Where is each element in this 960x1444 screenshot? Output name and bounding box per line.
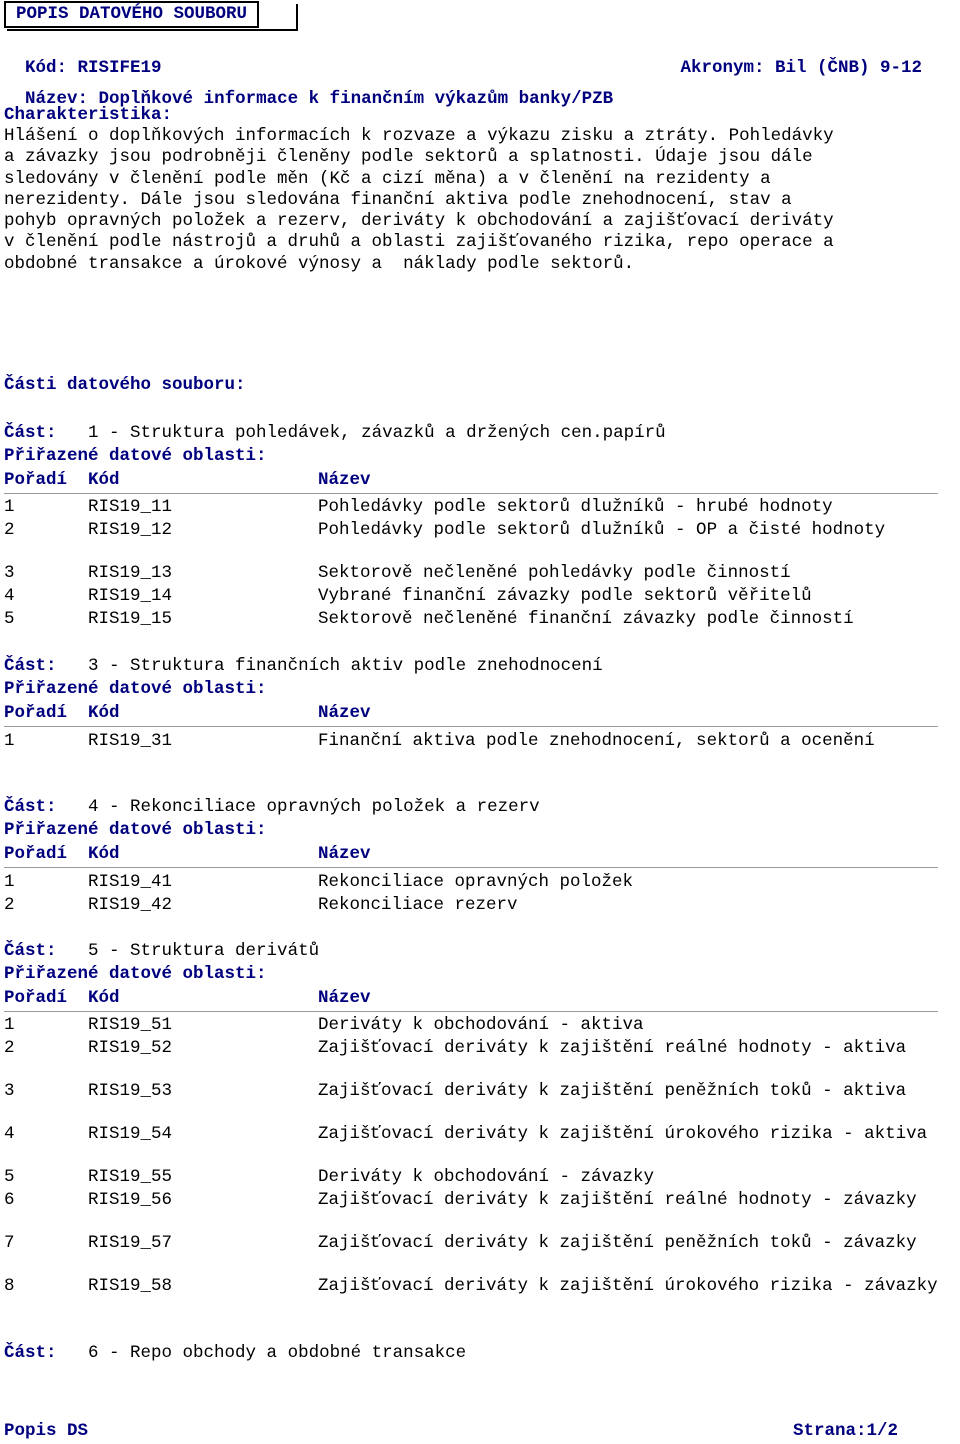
row-code: RIS19_14: [88, 586, 173, 606]
row-name: Pohledávky podle sektorů dlužníků - OP a čisté hodnoty: [318, 520, 886, 540]
row-name: Deriváty k obchodování - závazky: [318, 1167, 655, 1187]
part-label: Část:: [4, 1343, 57, 1363]
characteristics-text: [4, 126, 960, 275]
table-header: [4, 988, 938, 1012]
row-code: RIS19_11: [88, 497, 173, 517]
row-code: RIS19_51: [88, 1015, 173, 1035]
row-name: Zajišťovací deriváty k zajištění úrokového rizika - aktiva: [318, 1124, 928, 1144]
part-title: 3 - Struktura finančních aktiv podle znehodnocení: [88, 656, 603, 676]
assigned-areas-label: Přiřazené datové oblasti:: [4, 679, 267, 699]
footer-left: Popis DS: [4, 1421, 89, 1441]
row-order: 1: [4, 731, 15, 751]
table-header: [4, 470, 938, 494]
characteristics-line: obdobné transakce a úrokové výnosy a náklady podle sektorů.: [4, 253, 635, 274]
row-name: Zajišťovací deriváty k zajištění peněžních toků - aktiva: [318, 1081, 907, 1101]
name-label: Název:: [25, 89, 89, 110]
row-order: 6: [4, 1190, 15, 1210]
row-order: 4: [4, 1124, 15, 1144]
part-title: 5 - Struktura derivátů: [88, 941, 320, 961]
characteristics-line: nerezidenty. Dále jsou sledována finanční aktiva podle znehodnocení, stav a: [4, 189, 792, 210]
row-order: 2: [4, 520, 15, 540]
parts-label: Části datového souboru:: [4, 375, 246, 395]
row-name: Zajišťovací deriváty k zajištění reálné hodnoty - závazky: [318, 1190, 917, 1210]
characteristics-line: pohyb opravných položek a rezerv, deriváty k obchodování a zajišťovací deriváty: [4, 211, 834, 232]
part-label: Část:: [4, 797, 57, 817]
col-code-header: Kód: [88, 703, 120, 723]
col-order-header: Pořadí: [4, 703, 68, 723]
part-heading: [4, 656, 603, 677]
row-name: Sektorově nečleněné pohledávky podle činností: [318, 563, 791, 583]
table-header: [4, 844, 938, 868]
row-name: Rekonciliace opravných položek: [318, 872, 634, 892]
characteristics-line: sledovány v členění podle měn (Kč a cizí měna) a v členění na rezidenty a: [4, 168, 771, 189]
row-order: 2: [4, 895, 15, 915]
name-value: Doplňkové informace k finančním výkazům banky/PZB: [98, 89, 614, 110]
acronym-row: [659, 37, 922, 80]
col-code-header: Kód: [88, 988, 120, 1008]
row-order: 3: [4, 1081, 15, 1101]
row-name: Vybrané finanční závazky podle sektorů věřitelů: [318, 586, 812, 606]
row-name: Zajišťovací deriváty k zajištění reálné hodnoty - aktiva: [318, 1038, 907, 1058]
col-order-header: Pořadí: [4, 988, 68, 1008]
row-name: Rekonciliace rezerv: [318, 895, 518, 915]
row-name: Pohledávky podle sektorů dlužníků - hrubé hodnoty: [318, 497, 833, 517]
row-order: 8: [4, 1276, 15, 1296]
col-name-header: Název: [318, 703, 371, 723]
row-name: Sektorově nečleněné finanční závazky podle činností: [318, 609, 854, 629]
row-order: 5: [4, 609, 15, 629]
part-heading: [4, 423, 666, 444]
part-label: Část:: [4, 423, 57, 443]
row-code: RIS19_58: [88, 1276, 173, 1296]
col-name-header: Název: [318, 844, 371, 864]
row-order: 1: [4, 872, 15, 892]
row-code: RIS19_54: [88, 1124, 173, 1144]
col-order-header: Pořadí: [4, 844, 68, 864]
col-name-header: Název: [318, 988, 371, 1008]
footer-right: Strana:1/2: [792, 1421, 898, 1441]
characteristics-line: Hlášení o doplňkových informacích k rozvaze a výkazu zisku a ztráty. Pohledávky: [4, 126, 834, 146]
characteristics-label: Charakteristika:: [4, 105, 173, 125]
row-name: Finanční aktiva podle znehodnocení, sektorů a ocenění: [318, 731, 875, 751]
row-name: Zajišťovací deriváty k zajištění peněžních toků - závazky: [318, 1233, 917, 1253]
col-code-header: Kód: [88, 470, 120, 490]
col-code-header: Kód: [88, 844, 120, 864]
row-code: RIS19_52: [88, 1038, 173, 1058]
col-name-header: Název: [318, 470, 371, 490]
acronym-label: Akronym:: [680, 58, 765, 79]
row-code: RIS19_12: [88, 520, 173, 540]
row-code: RIS19_56: [88, 1190, 173, 1210]
row-order: 3: [4, 563, 15, 583]
row-order: 1: [4, 1015, 15, 1035]
row-order: 5: [4, 1167, 15, 1187]
document-title: POPIS DATOVÉHO SOUBORU: [4, 1, 259, 28]
assigned-areas-label: Přiřazené datové oblasti:: [4, 964, 267, 984]
part-heading: [4, 1343, 466, 1364]
row-code: RIS19_55: [88, 1167, 173, 1187]
part-title: 1 - Struktura pohledávek, závazků a držených cen.papírů: [88, 423, 666, 443]
part-heading: [4, 941, 319, 962]
row-code: RIS19_53: [88, 1081, 173, 1101]
part-title: 4 - Rekonciliace opravných položek a rezerv: [88, 797, 540, 817]
assigned-areas-label: Přiřazené datové oblasti:: [4, 820, 267, 840]
acronym-value: Bil (ČNB) 9-12: [774, 58, 922, 79]
part-label: Část:: [4, 656, 57, 676]
row-code: RIS19_41: [88, 872, 173, 892]
row-name: Deriváty k obchodování - aktiva: [318, 1015, 644, 1035]
col-order-header: Pořadí: [4, 470, 68, 490]
row-code: RIS19_57: [88, 1233, 173, 1253]
assigned-areas-label: Přiřazené datové oblasti:: [4, 446, 267, 466]
row-order: 1: [4, 497, 15, 517]
code-label: Kód:: [25, 58, 68, 79]
part-heading: [4, 797, 540, 818]
row-name: Zajišťovací deriváty k zajištění úrokového rizika - závazky: [318, 1276, 938, 1296]
row-code: RIS19_42: [88, 895, 173, 915]
row-code: RIS19_13: [88, 563, 173, 583]
row-code: RIS19_15: [88, 609, 173, 629]
row-order: 2: [4, 1038, 15, 1058]
characteristics-line: v členění podle nástrojů a druhů a oblasti zajišťovaného rizika, repo operace a: [4, 232, 834, 253]
part-title: 6 - Repo obchody a obdobné transakce: [88, 1343, 467, 1363]
row-order: 4: [4, 586, 15, 606]
table-header: [4, 703, 938, 727]
code-value: RISIFE19: [77, 58, 162, 79]
characteristics-line: a závazky jsou podrobněji členěny podle sektorů a splatnosti. Údaje jsou dále: [4, 147, 813, 168]
row-code: RIS19_31: [88, 731, 173, 751]
row-order: 7: [4, 1233, 15, 1253]
part-label: Část:: [4, 941, 57, 961]
